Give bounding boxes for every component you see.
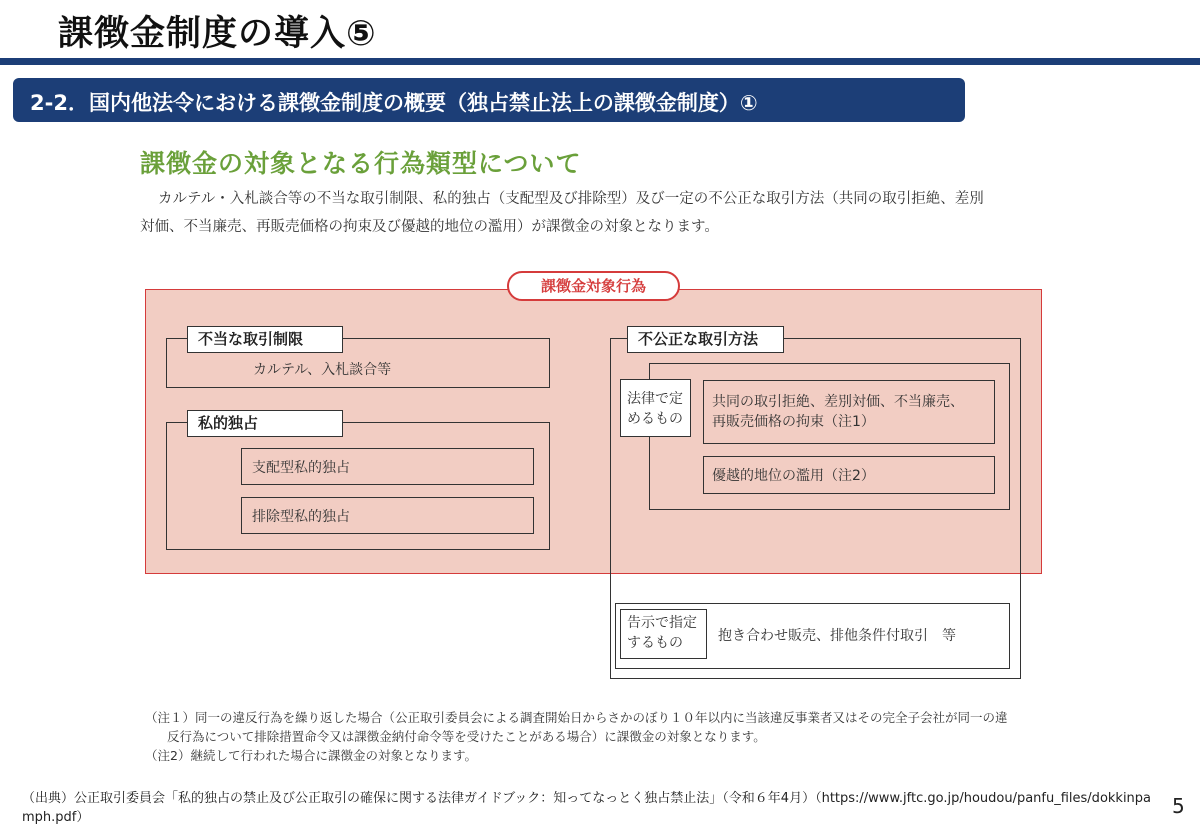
controlling-monopoly-text: 支配型私的独占 bbox=[252, 460, 350, 476]
notice-defined-label-line-1: 告示で指定 bbox=[627, 615, 697, 631]
unfair-restraint-detail: カルテル、入札談合等 bbox=[253, 362, 392, 378]
note-1-line-1: （注１）同一の違反行為を繰り返した場合（公正取引委員会による調査開始日からさかのぼり１０年以内に当該違反事業者又はその完全子会社が同一の違 bbox=[145, 710, 1008, 725]
notice-defined-label-line-2: するもの bbox=[627, 635, 683, 651]
law-defined-item-1 bbox=[712, 392, 964, 432]
title-divider bbox=[0, 58, 1200, 65]
exclusionary-monopoly-text: 排除型私的独占 bbox=[252, 509, 350, 525]
law-defined-label-line-2: めるもの bbox=[627, 411, 683, 427]
law-defined-label-line-1: 法律で定 bbox=[627, 391, 683, 407]
intro-paragraph bbox=[140, 185, 1070, 241]
paragraph-line-2: 対価、不当廉売、再販売価格の拘束及び優越的地位の濫用）が課徴金の対象となります。 bbox=[140, 219, 719, 235]
content-heading: 課徴金の対象となる行為類型について bbox=[140, 149, 582, 178]
page-number: 5 bbox=[1172, 794, 1185, 818]
source-citation: （出典）公正取引委員会「私的独占の禁止及び公正取引の確保に関する法律ガイドブック：知ってなっとく独占禁止法」（令和６年4月）（https://www.jftc.go.jp/houdou/panfu_files/dokkinpamph.pdf） bbox=[22, 791, 1152, 825]
law-defined-item-1-line-1: 共同の取引拒絶、差別対価、不当廉売、 bbox=[712, 394, 964, 410]
paragraph-line-1: カルテル・入札談合等の不当な取引制限、私的独占（支配型及び排除型）及び一定の不公正な取引方法（共同の取引拒絶、差別 bbox=[158, 191, 984, 207]
footnotes bbox=[145, 708, 1008, 765]
notice-defined-label bbox=[627, 613, 697, 653]
page-title: 課徴金制度の導入⑤ bbox=[58, 14, 377, 54]
section-heading: 2-2．国内他法令における課徴金制度の概要（独占禁止法上の課徴金制度）① bbox=[30, 91, 758, 115]
law-defined-item-1-line-2: 再販売価格の拘束（注1） bbox=[712, 414, 875, 430]
unfair-trade-label: 不公正な取引方法 bbox=[627, 326, 784, 353]
notice-defined-detail: 抱き合わせ販売、排他条件付取引 等 bbox=[718, 628, 956, 644]
private-monopoly-label: 私的独占 bbox=[187, 410, 343, 437]
note-2: （注2）継続して行われた場合に課徴金の対象となります。 bbox=[145, 748, 477, 763]
surcharge-target-label: 課徴金対象行為 bbox=[507, 271, 680, 301]
law-defined-item-2: 優越的地位の濫用（注2） bbox=[712, 468, 875, 484]
note-1-line-2: 反行為について排除措置命令又は課徴金納付命令等を受けたことがある場合）に課徴金の対象となります。 bbox=[167, 729, 766, 744]
law-defined-label bbox=[627, 389, 683, 429]
unfair-restraint-label: 不当な取引制限 bbox=[187, 326, 343, 353]
